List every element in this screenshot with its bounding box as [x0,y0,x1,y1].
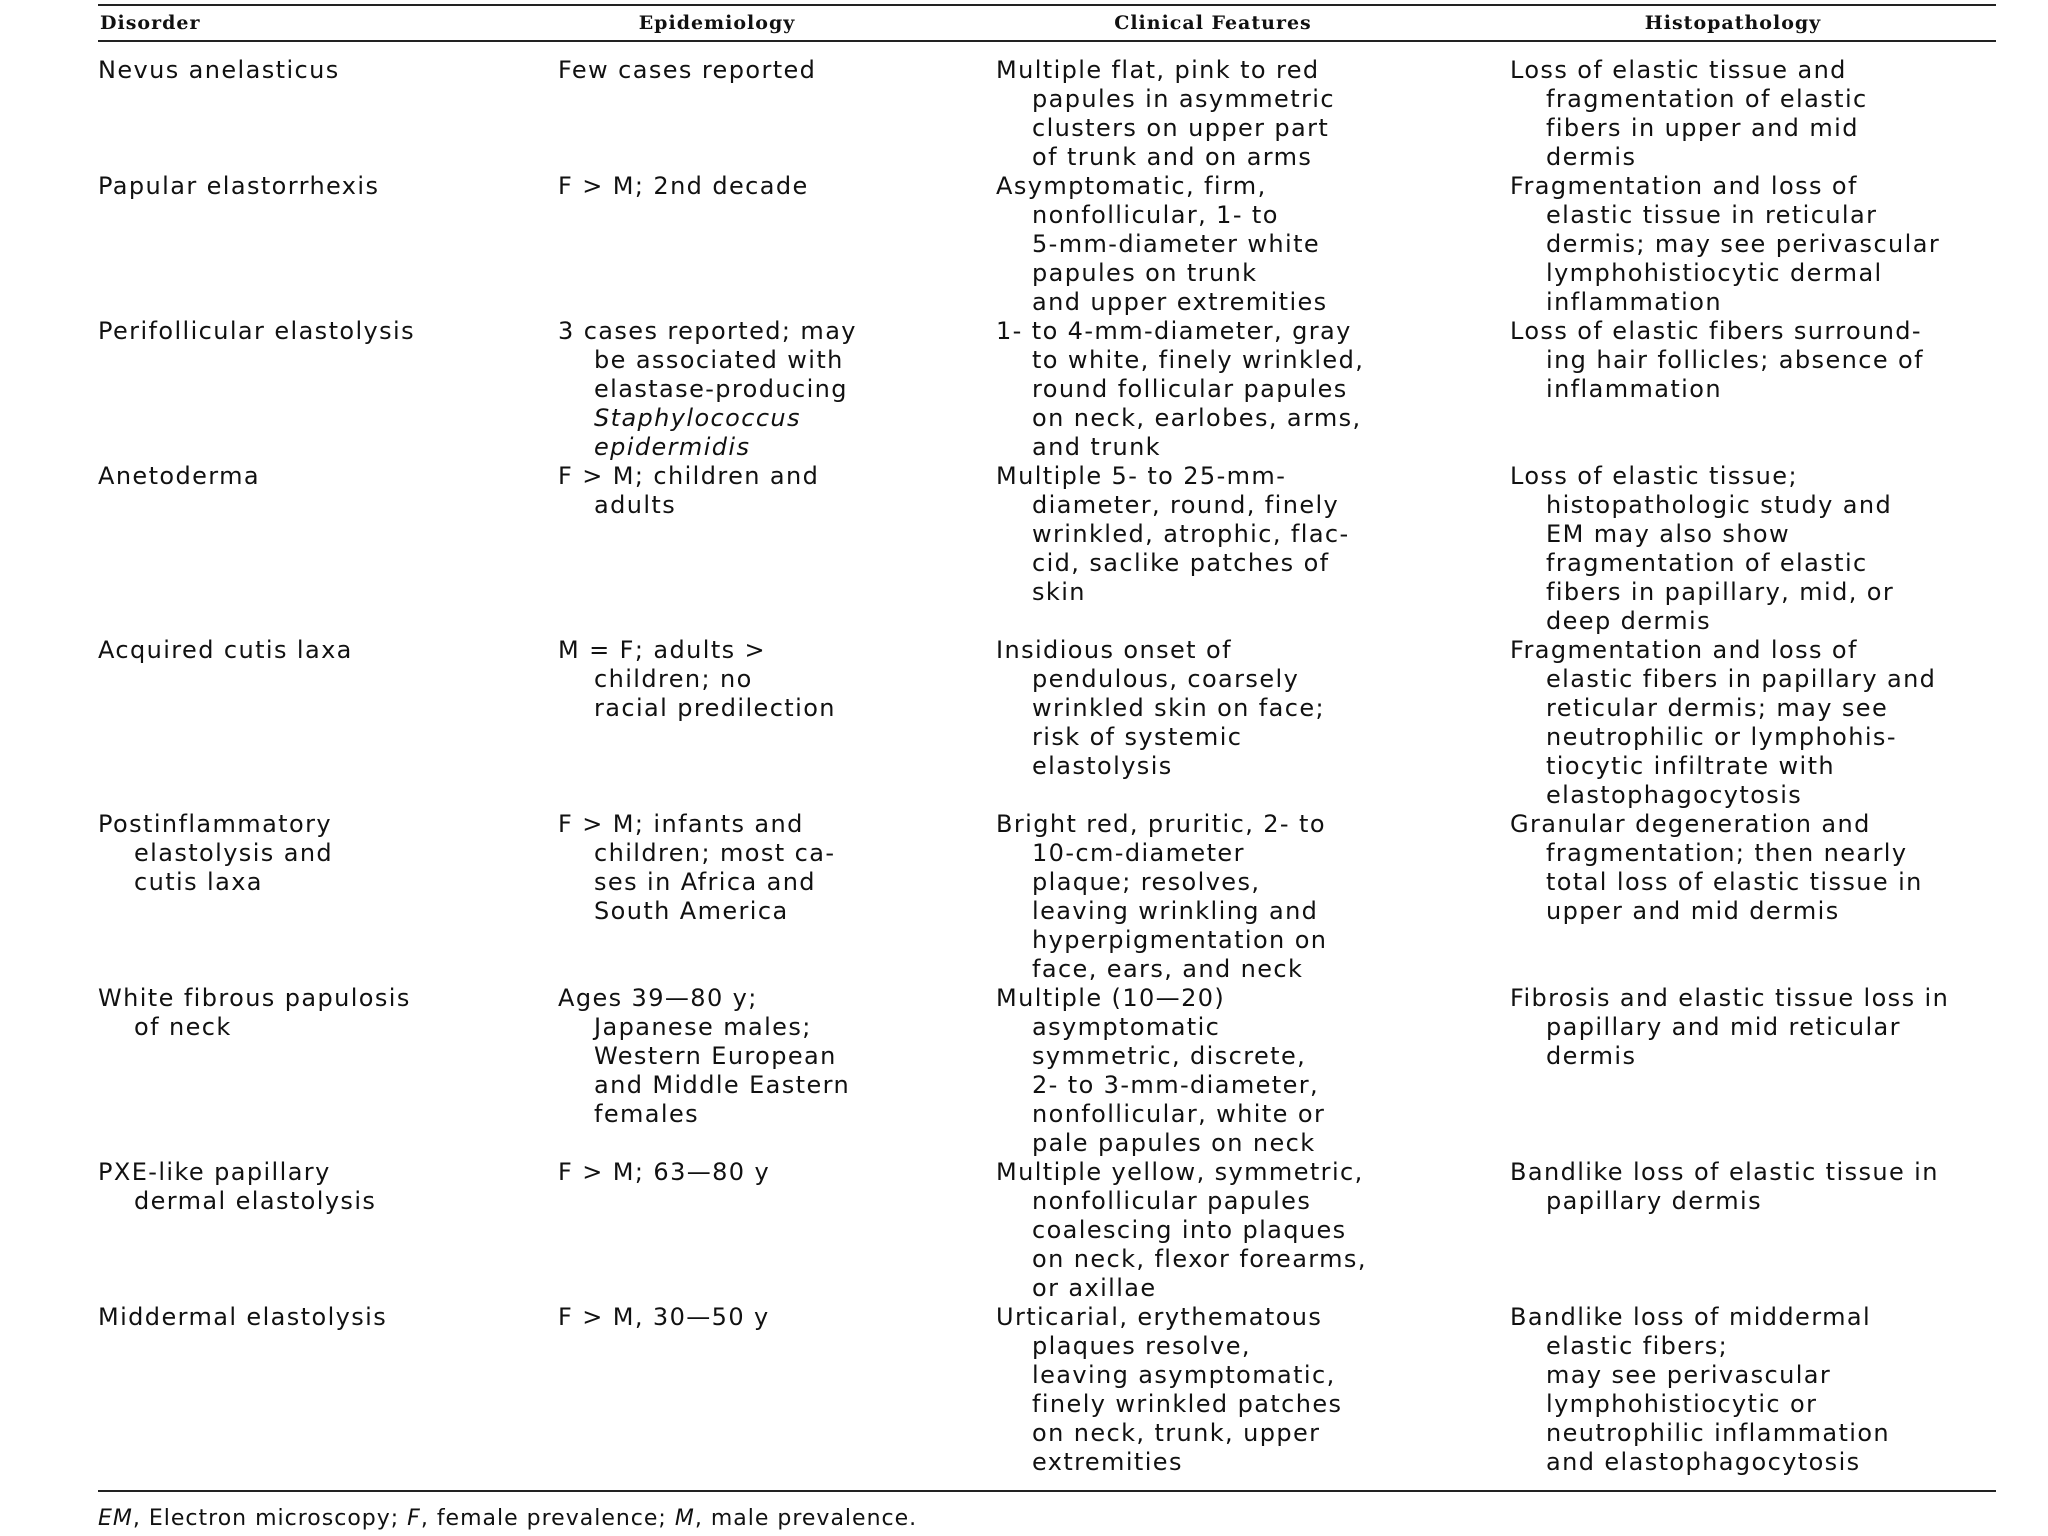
cell-line: total loss of elastic tissue in [1546,868,1923,896]
cell-line: skin [1032,578,1086,606]
cell-line: be associated with [594,346,844,374]
cell-line: Bandlike loss of elastic tissue in [1510,1158,1939,1186]
clinical-features-cell [996,636,1510,810]
cell-line: Fragmentation and loss of [1510,636,1858,664]
cell-line: PXE-like papillary [98,1158,331,1186]
cell-line: F > M, 30—50 y [558,1303,770,1331]
cell-line: elastic fibers; [1546,1332,1729,1360]
epidemiology-cell [558,56,996,172]
cell-line: and elastophagocytosis [1546,1448,1861,1476]
disorder-cell [98,984,558,1158]
cell-line: cutis laxa [134,868,263,896]
cell-line: Anetoderma [98,462,261,490]
cell-line: wrinkled, atrophic, flac- [1032,520,1350,548]
cell-line: Few cases reported [558,56,817,84]
cell-line: deep dermis [1546,607,1712,635]
clinical-features-cell [996,56,1510,172]
cell-line: Loss of elastic fibers surround- [1510,317,1922,345]
clinical-features-cell [996,984,1510,1158]
table-body [98,42,1996,1490]
cell-line: elastolysis [1032,752,1173,780]
clinical-features-cell [996,317,1510,462]
cell-line: extremities [1032,1448,1183,1476]
cell-line: clusters on upper part [1032,114,1330,142]
cell-line: Acquired cutis laxa [98,636,353,664]
cell-line: 2- to 3-mm-diameter, [1032,1071,1320,1099]
clinical-features-cell [996,462,1510,636]
footnote-em-abbr: EM [98,1506,133,1531]
cell-line: Bright red, pruritic, 2- to [996,810,1326,838]
cell-line: finely wrinkled patches [1032,1390,1343,1418]
cell-line: dermis; may see perivascular [1546,230,1941,258]
cell-line: Granular degeneration and [1510,810,1871,838]
cell-line: of neck [134,1013,232,1041]
cell-line: Perifollicular elastolysis [98,317,416,345]
cell-line: 10-cm-diameter [1032,839,1245,867]
table-row [98,810,1996,984]
table-row [98,984,1996,1158]
histopathology-cell [1510,1158,1996,1303]
cell-line: F > M; 63—80 y [558,1158,771,1186]
cell-line: neutrophilic or lymphohis- [1546,723,1897,751]
cell-line: lymphohistiocytic or [1546,1390,1818,1418]
histopathology-cell [1510,636,1996,810]
cell-line: nonfollicular papules [1032,1187,1312,1215]
footnote-m-text: , male prevalence. [694,1506,918,1531]
cell-line: Staphylococcus [594,404,801,432]
histopathology-cell [1510,984,1996,1158]
cell-line: hyperpigmentation on [1032,926,1328,954]
cell-line: papules on trunk [1032,259,1258,287]
cell-line: children; most ca- [594,839,836,867]
histopathology-cell [1510,1303,1996,1477]
clinical-features-cell [996,810,1510,984]
cell-line: dermal elastolysis [134,1187,377,1215]
histopathology-cell [1510,172,1996,317]
cell-line: fragmentation of elastic [1546,85,1868,113]
cell-line: Insidious onset of [996,636,1232,664]
elastolysis-table [98,4,1996,1531]
footnote-em-text: , Electron microscopy; [132,1506,408,1531]
epidemiology-cell [558,984,996,1158]
cell-line: Middermal elastolysis [98,1303,388,1331]
cell-line: pale papules on neck [1032,1129,1316,1157]
cell-line: symmetric, discrete, [1032,1042,1307,1070]
cell-line: fibers in upper and mid [1546,114,1859,142]
table-row [98,1158,1996,1303]
cell-line: females [594,1100,700,1128]
epidemiology-cell [558,317,996,462]
cell-line: elastophagocytosis [1546,781,1803,809]
cell-line: South America [594,897,789,925]
cell-line: Ages 39—80 y; [558,984,758,1012]
cell-line: 3 cases reported; may [558,317,857,345]
footnote-m-abbr: M [674,1506,695,1531]
cell-line: cid, saclike patches of [1032,549,1330,577]
cell-line: on neck, earlobes, arms, [1032,404,1362,432]
table-row [98,172,1996,317]
cell-line: nonfollicular, 1- to [1032,201,1279,229]
cell-line: Nevus anelasticus [98,56,340,84]
table-row [98,1303,1996,1477]
disorder-cell [98,636,558,810]
cell-line: or axillae [1032,1274,1157,1302]
epidemiology-cell [558,1158,996,1303]
cell-line: Fibrosis and elastic tissue loss in [1510,984,1950,1012]
cell-line: and trunk [1032,433,1161,461]
cell-line: elastic tissue in reticular [1546,201,1878,229]
cell-line: histopathologic study and [1546,491,1893,519]
disorder-cell [98,810,558,984]
cell-line: dermis [1546,143,1637,171]
cell-line: M = F; adults > [558,636,767,664]
cell-line: on neck, flexor forearms, [1032,1245,1367,1273]
header-histopathology: Histopathology [1644,12,1822,34]
header-clinical-features: Clinical Features [1114,12,1312,34]
cell-line: round follicular papules [1032,375,1348,403]
cell-line: Fragmentation and loss of [1510,172,1858,200]
disorder-cell [98,1158,558,1303]
histopathology-cell [1510,317,1996,462]
epidemiology-cell [558,1303,996,1477]
disorder-cell [98,1303,558,1477]
cell-line: reticular dermis; may see [1546,694,1889,722]
cell-line: F > M; 2nd decade [558,172,809,200]
cell-line: inflammation [1546,375,1722,403]
cell-line: may see perivascular [1546,1361,1832,1389]
cell-line: pendulous, coarsely [1032,665,1300,693]
table-footnote [98,1506,1996,1531]
table-header [98,6,1996,40]
cell-line: F > M; children and [558,462,820,490]
histopathology-cell [1510,462,1996,636]
clinical-features-cell [996,1303,1510,1477]
cell-line: Papular elastorrhexis [98,172,380,200]
cell-line: papillary dermis [1546,1187,1762,1215]
cell-line: on neck, trunk, upper [1032,1419,1321,1447]
cell-line: inflammation [1546,288,1722,316]
cell-line: and Middle Eastern [594,1071,851,1099]
cell-line: EM may also show [1546,520,1791,548]
cell-line: upper and mid dermis [1546,897,1840,925]
cell-line: Multiple 5- to 25-mm- [996,462,1287,490]
footnote-f-text: , female prevalence; [420,1506,675,1531]
cell-line: elastic fibers in papillary and [1546,665,1937,693]
cell-line: papillary and mid reticular [1546,1013,1901,1041]
bottom-rule [98,1490,1996,1492]
cell-line: of trunk and on arms [1032,143,1313,171]
histopathology-cell [1510,810,1996,984]
disorder-cell [98,462,558,636]
histopathology-cell [1510,56,1996,172]
cell-line: fibers in papillary, mid, or [1546,578,1895,606]
cell-line: fragmentation; then nearly [1546,839,1908,867]
cell-line: wrinkled skin on face; [1032,694,1326,722]
cell-line: to white, finely wrinkled, [1032,346,1365,374]
clinical-features-cell [996,172,1510,317]
cell-line: plaques resolve, [1032,1332,1251,1360]
footnote-f-abbr: F [407,1506,421,1531]
cell-line: Multiple flat, pink to red [996,56,1320,84]
table-row [98,462,1996,636]
cell-line: epidermidis [594,433,751,461]
cell-line: adults [594,491,677,519]
cell-line: neutrophilic inflammation [1546,1419,1891,1447]
cell-line: Western European [594,1042,837,1070]
cell-line: elastase-producing [594,375,848,403]
cell-line: fragmentation of elastic [1546,549,1868,577]
cell-line: Loss of elastic tissue; [1510,462,1798,490]
disorder-cell [98,56,558,172]
cell-line: papules in asymmetric [1032,85,1335,113]
disorder-cell [98,317,558,462]
disorder-cell [98,172,558,317]
cell-line: 5-mm-diameter white [1032,230,1321,258]
cell-line: plaque; resolves, [1032,868,1261,896]
cell-line: ses in Africa and [594,868,816,896]
clinical-features-cell [996,1158,1510,1303]
cell-line: nonfollicular, white or [1032,1100,1326,1128]
cell-line: tiocytic infiltrate with [1546,752,1836,780]
cell-line: F > M; infants and [558,810,804,838]
table-row [98,636,1996,810]
cell-line: lymphohistiocytic dermal [1546,259,1883,287]
header-disorder: Disorder [100,12,201,34]
epidemiology-cell [558,172,996,317]
cell-line: racial predilection [594,694,836,722]
cell-line: coalescing into plaques [1032,1216,1347,1244]
cell-line: Multiple (10—20) [996,984,1226,1012]
header-epidemiology: Epidemiology [638,12,796,34]
cell-line: White fibrous papulosis [98,984,411,1012]
epidemiology-cell [558,636,996,810]
cell-line: and upper extremities [1032,288,1328,316]
epidemiology-cell [558,462,996,636]
cell-line: ing hair follicles; absence of [1546,346,1924,374]
cell-line: risk of systemic [1032,723,1243,751]
cell-line: Urticarial, erythematous [996,1303,1323,1331]
cell-line: Postinflammatory [98,810,332,838]
cell-line: leaving asymptomatic, [1032,1361,1336,1389]
cell-line: asymptomatic [1032,1013,1221,1041]
table-row [98,56,1996,172]
epidemiology-cell [558,810,996,984]
cell-line: children; no [594,665,753,693]
cell-line: 1- to 4-mm-diameter, gray [996,317,1352,345]
cell-line: Multiple yellow, symmetric, [996,1158,1364,1186]
cell-line: dermis [1546,1042,1637,1070]
cell-line: Japanese males; [594,1013,812,1041]
cell-line: face, ears, and neck [1032,955,1304,983]
cell-line: Asymptomatic, firm, [996,172,1267,200]
cell-line: elastolysis and [134,839,334,867]
cell-line: Loss of elastic tissue and [1510,56,1847,84]
cell-line: diameter, round, finely [1032,491,1340,519]
cell-line: leaving wrinkling and [1032,897,1319,925]
cell-line: Bandlike loss of middermal [1510,1303,1872,1331]
table-row [98,317,1996,462]
